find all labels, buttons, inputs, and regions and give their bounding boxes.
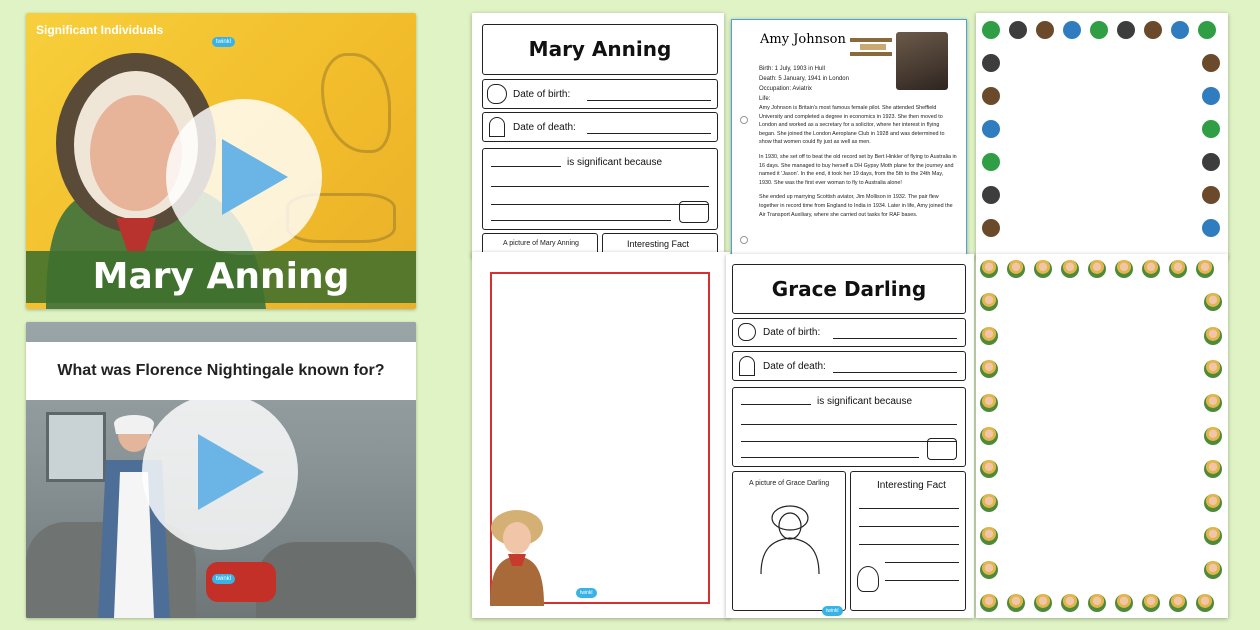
bio-paragraph-2: In 1930, she set off to beat the old record set by Bert Hinkler of flying to Australia in 16 days. She managed to buy herself a DH Gypsy Moth plane for the journey and named it 'Jason'. In the end, it took her 19 days, from the 5th to the 24th May, 1930. She was the first ever woman to fly to Australia alone! xyxy=(759,153,957,186)
bed-2 xyxy=(256,542,416,618)
grace-darling-border-icon xyxy=(1204,527,1222,545)
fact-line xyxy=(885,580,959,581)
grace-darling-border-icon xyxy=(1196,260,1214,278)
worksheet-title: Grace Darling xyxy=(771,277,927,301)
globe-icon xyxy=(1090,21,1108,39)
name-line xyxy=(491,166,561,167)
picture-frame-page xyxy=(472,252,730,618)
biplane-icon xyxy=(982,120,1000,138)
grace-darling-border-icon xyxy=(1142,260,1160,278)
grace-darling-border-icon xyxy=(1115,594,1133,612)
grace-darling-border-icon xyxy=(1142,594,1160,612)
grace-darling-border-icon xyxy=(1204,494,1222,512)
title-box xyxy=(732,264,966,314)
dob-label: Date of birth: xyxy=(763,327,821,338)
grace-darling-border-icon xyxy=(1034,260,1052,278)
camera-icon xyxy=(927,438,957,460)
grace-darling-border-icon xyxy=(980,561,998,579)
answer-line xyxy=(491,186,709,187)
title-band xyxy=(26,251,416,303)
fact-line xyxy=(859,544,959,545)
dod-box xyxy=(732,351,966,381)
amy-johnson-fact-page xyxy=(731,19,967,264)
grace-darling-border-icon xyxy=(1115,260,1133,278)
glove-icon xyxy=(1202,186,1220,204)
mary-anning-worksheet xyxy=(472,13,724,258)
grace-darling-border-icon xyxy=(1061,594,1079,612)
grace-darling-border-icon xyxy=(1034,594,1052,612)
picture-label: A picture of Grace Darling xyxy=(749,480,830,487)
baby-icon xyxy=(487,84,507,104)
globe-icon xyxy=(982,153,1000,171)
glove-icon xyxy=(1144,21,1162,39)
birth-fact: Birth: 1 July, 1903 in Hull xyxy=(759,66,825,72)
camera-icon xyxy=(679,201,709,223)
glove-icon xyxy=(1036,21,1054,39)
dob-line xyxy=(833,338,957,339)
death-fact: Death: 5 January, 1941 in London xyxy=(759,76,849,82)
grace-darling-line-drawing xyxy=(755,500,825,574)
dob-label: Date of birth: xyxy=(513,89,571,100)
play-button[interactable] xyxy=(142,394,298,550)
grace-darling-border-icon xyxy=(1169,260,1187,278)
dod-line xyxy=(833,372,957,373)
mary-anning-video-card[interactable] xyxy=(26,13,416,309)
fact-label: Interesting Fact xyxy=(627,239,690,249)
glove-icon xyxy=(982,219,1000,237)
baby-icon xyxy=(738,323,756,341)
bio-paragraph-3: She ended up marrying Scottish aviator, Jim Mollison in 1932. The pair flew together in record time from England to India in 1934. Later in life, Amy joined the Air Transport Auxiliary, where she carried out tasks for RAF bases. xyxy=(759,194,953,218)
dod-line xyxy=(587,133,711,134)
grace-darling-border-icon xyxy=(980,394,998,412)
grace-darling-border-icon xyxy=(980,327,998,345)
ammonite-fossil-shape xyxy=(321,53,391,153)
significance-label: is significant because xyxy=(567,157,663,168)
grace-darling-border-icon xyxy=(1088,260,1106,278)
grace-darling-border-icon xyxy=(1007,260,1025,278)
occupation-fact: Occupation: Aviatrix xyxy=(759,86,812,92)
title-box xyxy=(482,24,718,75)
fact-line xyxy=(859,526,959,527)
ring-binder-hole xyxy=(740,236,748,244)
twinkl-logo: twinkl xyxy=(212,574,235,584)
picture-box xyxy=(732,471,846,611)
aviation-border-page xyxy=(976,13,1228,258)
answer-line xyxy=(491,220,671,221)
grace-darling-border-icon xyxy=(1196,594,1214,612)
name-line xyxy=(741,404,811,405)
binoculars-icon xyxy=(982,54,1000,72)
biplane-image xyxy=(846,32,896,64)
ring-binder-hole xyxy=(740,116,748,124)
fact-line xyxy=(885,562,959,563)
grace-darling-border-icon xyxy=(980,594,998,612)
binoculars-icon xyxy=(1009,21,1027,39)
lightbulb-icon xyxy=(857,566,879,592)
biplane-icon xyxy=(1063,21,1081,39)
answer-line xyxy=(741,441,957,442)
globe-icon xyxy=(982,21,1000,39)
page-title: Amy Johnson xyxy=(760,32,846,47)
biography-text xyxy=(759,104,957,219)
grace-darling-border-icon xyxy=(980,494,998,512)
play-button[interactable] xyxy=(166,99,322,255)
video-title: Mary Anning xyxy=(92,256,350,297)
grace-darling-illustration xyxy=(484,508,550,606)
globe-icon xyxy=(1198,21,1216,39)
dob-box xyxy=(732,318,966,347)
fact-line xyxy=(859,508,959,509)
grace-darling-border-icon xyxy=(980,260,998,278)
gravestone-icon xyxy=(489,117,505,137)
dod-label: Date of death: xyxy=(763,361,826,372)
picture-label: A picture of Mary Anning xyxy=(503,240,579,247)
glove-icon xyxy=(1202,54,1220,72)
fact-box xyxy=(850,471,966,611)
grace-darling-border-icon xyxy=(980,527,998,545)
biplane-icon xyxy=(1202,219,1220,237)
dob-line xyxy=(587,100,711,101)
grace-darling-border-icon xyxy=(1061,260,1079,278)
grace-darling-border-icon xyxy=(1204,293,1222,311)
florence-nightingale-video-card[interactable] xyxy=(26,322,416,618)
answer-line xyxy=(741,457,919,458)
biplane-icon xyxy=(1171,21,1189,39)
grace-darling-border-icon xyxy=(1204,561,1222,579)
grace-darling-border-icon xyxy=(1169,594,1187,612)
grace-darling-border-icon xyxy=(980,293,998,311)
dob-box xyxy=(482,79,718,109)
grace-darling-border-icon xyxy=(1204,360,1222,378)
grace-darling-border-icon xyxy=(980,360,998,378)
grace-darling-border-icon xyxy=(1088,594,1106,612)
grace-darling-border-icon xyxy=(1204,460,1222,478)
answer-line xyxy=(491,204,709,205)
binoculars-icon xyxy=(1202,153,1220,171)
significance-box xyxy=(482,148,718,230)
globe-icon xyxy=(1202,120,1220,138)
twinkl-logo: twinkl xyxy=(576,588,597,598)
significance-box xyxy=(732,387,966,467)
grace-darling-border-icon xyxy=(1204,427,1222,445)
bio-paragraph-1: Amy Johnson is Britain's most famous female pilot. She attended Sheffield University and completed a degree in economics in 1923. She then moved to London and worked as a secretary for a solicitor, where her interest in flying began. She joined the London Aeroplane Club in 1928 and was determined to show that women could fly just as well as men. xyxy=(759,105,945,146)
grace-darling-border-page xyxy=(976,254,1228,618)
biplane-icon xyxy=(1202,87,1220,105)
glove-icon xyxy=(982,87,1000,105)
grace-darling-worksheet xyxy=(726,254,974,618)
grace-darling-border-icon xyxy=(980,427,998,445)
dod-box xyxy=(482,112,718,142)
grace-darling-border-icon xyxy=(980,460,998,478)
grace-darling-border-icon xyxy=(1007,594,1025,612)
video-question: What was Florence Nightingale known for? xyxy=(57,362,385,379)
binoculars-icon xyxy=(982,186,1000,204)
amy-johnson-photo xyxy=(896,32,948,90)
video-tag: Significant Individuals xyxy=(36,23,164,37)
grace-darling-border-icon xyxy=(1204,394,1222,412)
question-band xyxy=(26,342,416,400)
gravestone-icon xyxy=(739,356,755,376)
binoculars-icon xyxy=(1117,21,1135,39)
facts-block xyxy=(759,64,891,104)
twinkl-logo: twinkl xyxy=(212,37,235,47)
fact-label: Interesting Fact xyxy=(877,480,946,491)
grace-darling-border-icon xyxy=(1204,327,1222,345)
dod-label: Date of death: xyxy=(513,122,576,133)
worksheet-title: Mary Anning xyxy=(528,37,672,61)
life-heading: Life: xyxy=(759,96,771,102)
answer-line xyxy=(741,424,957,425)
significance-label: is significant because xyxy=(817,396,913,407)
twinkl-logo: twinkl xyxy=(822,606,843,616)
